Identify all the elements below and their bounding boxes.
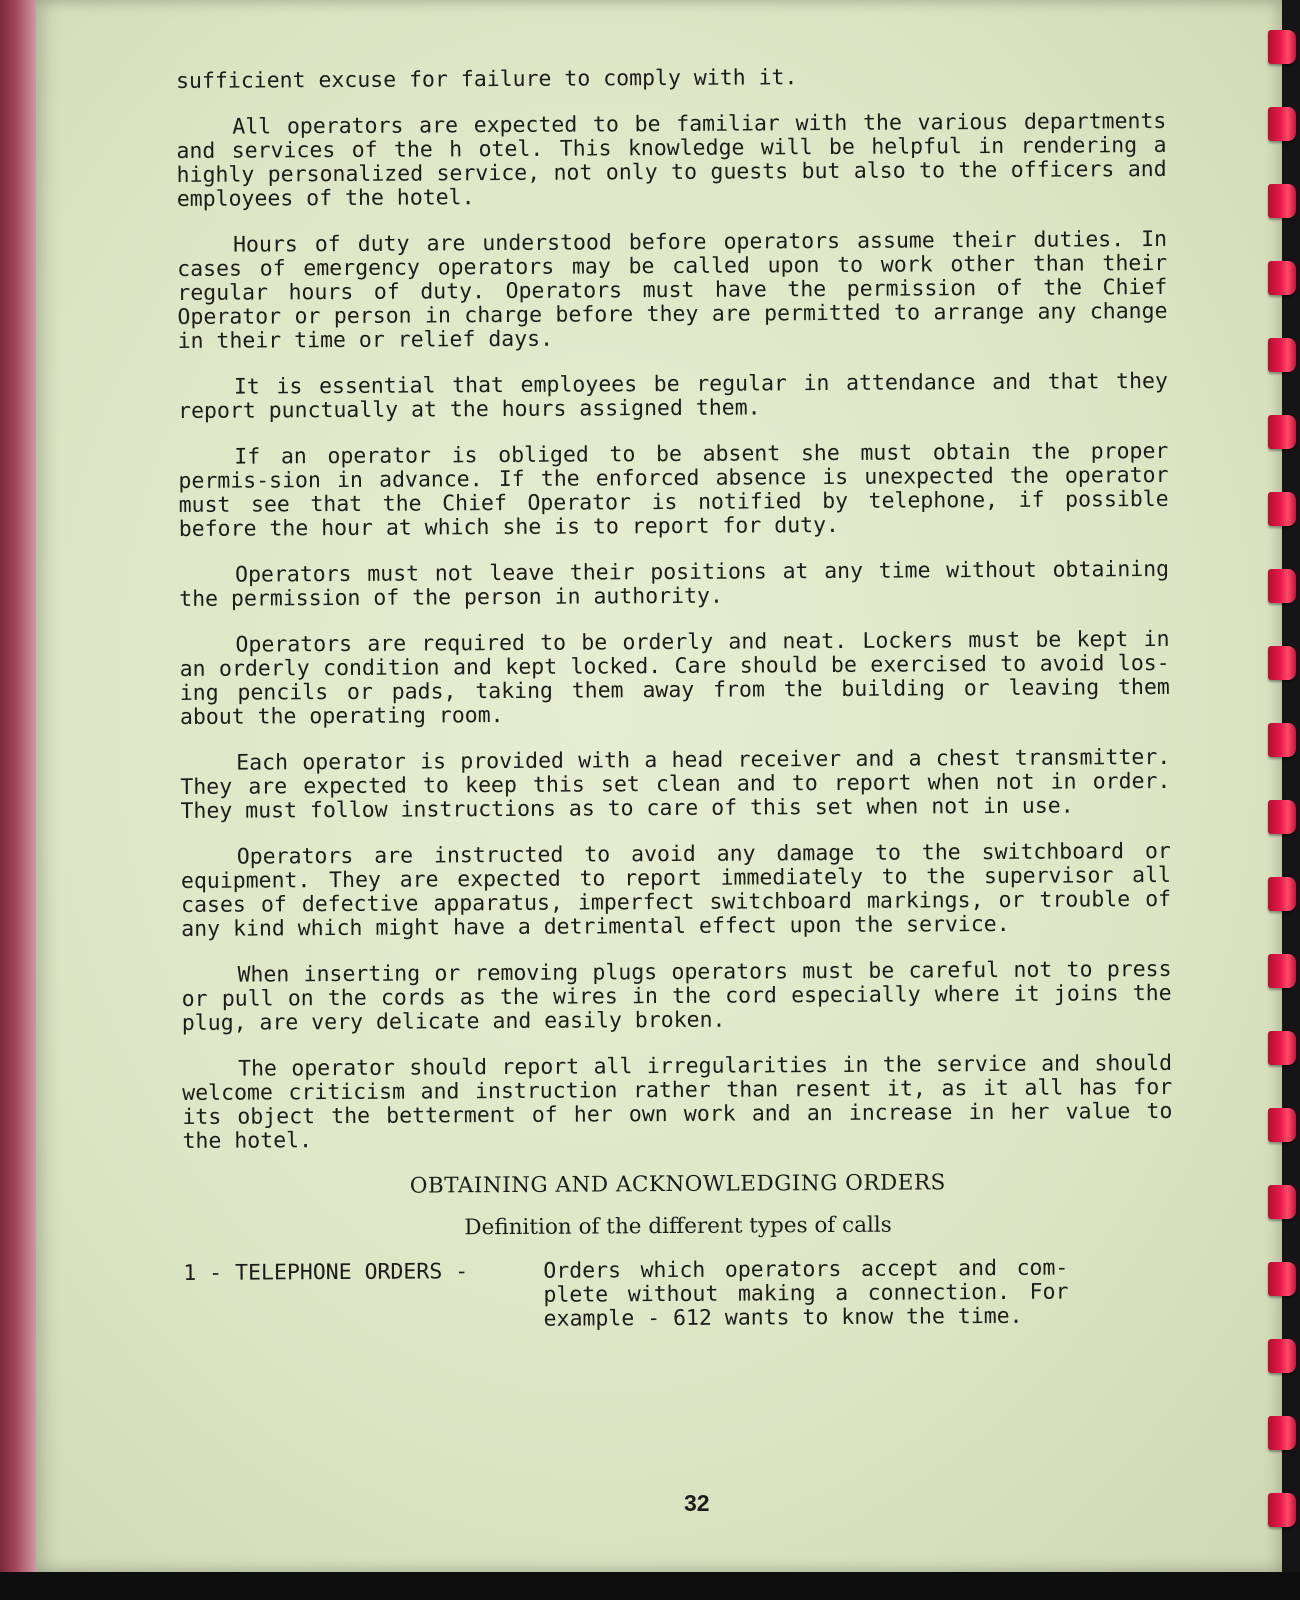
paragraph: The operator should report all irregularities in the service and should welcome criticism and instruction rather than resent it, as it all has for its object the betterment of her own work and an increase in her value to the hotel.	[182, 1050, 1173, 1154]
definition-term: 1 - TELEPHONE ORDERS -	[183, 1259, 469, 1286]
binding-coil	[1268, 492, 1296, 526]
definition-text: Orders which operators accept and com-plete without making a connection. For example - 612 wants to know the time.	[543, 1255, 1069, 1332]
paragraph: If an operator is obliged to be absent she must obtain the proper permis-sion in advance. If the enforced absence is unexpected the operator must see that the Chief Operator is notified by telephone, if possible before the hour at which she is to report for duty.	[178, 438, 1169, 542]
binding-coil	[1268, 1339, 1296, 1373]
binding-coil	[1268, 30, 1296, 64]
binding-coil	[1268, 569, 1296, 603]
binding-coil	[1268, 954, 1296, 988]
paragraph: Operators are required to be orderly and neat. Lockers must be kept in an orderly condition and kept locked. Care should be exercised to avoid los-ing pencils or pads, taking them away from the building or leaving them about the operating room.	[179, 626, 1170, 730]
paragraph: It is essential that employees be regular in attendance and that they report punctually at the hours assigned them.	[178, 368, 1168, 424]
paragraph: Operators are instructed to avoid any damage to the switchboard or equipment. They are expected to report immediately to the supervisor all cases of defective apparatus, imperfect switchboard markings, or trouble of any kind which might have a detrimental effect upon the service.	[180, 838, 1172, 942]
binding-coil	[1268, 261, 1296, 295]
binding-coil	[1268, 107, 1296, 141]
binding-coil	[1268, 184, 1296, 218]
page-number: 32	[684, 1490, 710, 1516]
paragraph: Hours of duty are understood before operators assume their duties. In cases of emergency operators may be called upon to work other than their regular hours of duty. Operators must have the permission of the Chief Operator or person in charge before they are permitted to arrange any change in their time or relief days.	[177, 226, 1168, 354]
binding-coil	[1268, 723, 1296, 757]
section-heading: OBTAINING AND ACKNOWLEDGING ORDERS	[409, 1170, 946, 1199]
binding-coil	[1268, 877, 1296, 911]
spiral-binding	[1266, 20, 1300, 1580]
book-page	[36, 0, 1282, 1572]
paragraph: When inserting or removing plugs operators must be careful not to press or pull on the cords as the wires in the cord especially where it joins the plug, are very delicate and easily broken.	[181, 956, 1172, 1036]
binding-coil	[1268, 1108, 1296, 1142]
binding-coil	[1268, 1031, 1296, 1065]
definition-row	[183, 1256, 1173, 1334]
paragraph: All operators are expected to be familiar with the various departments and services of the h otel. This knowledge will be helpful in rendering a highly personalized service, not only to guests but also to the officers and employees of the hotel.	[176, 108, 1167, 212]
binding-coil	[1268, 646, 1296, 680]
paragraph: Operators must not leave their positions at any time without obtaining the permission of the person in authority.	[179, 556, 1170, 612]
binding-coil	[1268, 1185, 1296, 1219]
cover-edge	[0, 0, 38, 1572]
binding-coil	[1268, 415, 1296, 449]
page-text	[176, 64, 1174, 1334]
binding-coil	[1268, 338, 1296, 372]
section-subheading: Definition of the different types of calls	[464, 1212, 892, 1241]
paragraph: Each operator is provided with a head receiver and a chest transmitter. They are expected to keep this set clean and to report when not in order. They must follow instructions as to care of this set when not in use.	[180, 744, 1171, 824]
paragraph: sufficient excuse for failure to comply with it.	[175, 65, 798, 94]
binding-coil	[1268, 1416, 1296, 1450]
binding-coil	[1268, 800, 1296, 834]
binding-coil	[1268, 1493, 1296, 1527]
bottom-shadow	[0, 1572, 1300, 1600]
binding-coil	[1268, 1262, 1296, 1296]
